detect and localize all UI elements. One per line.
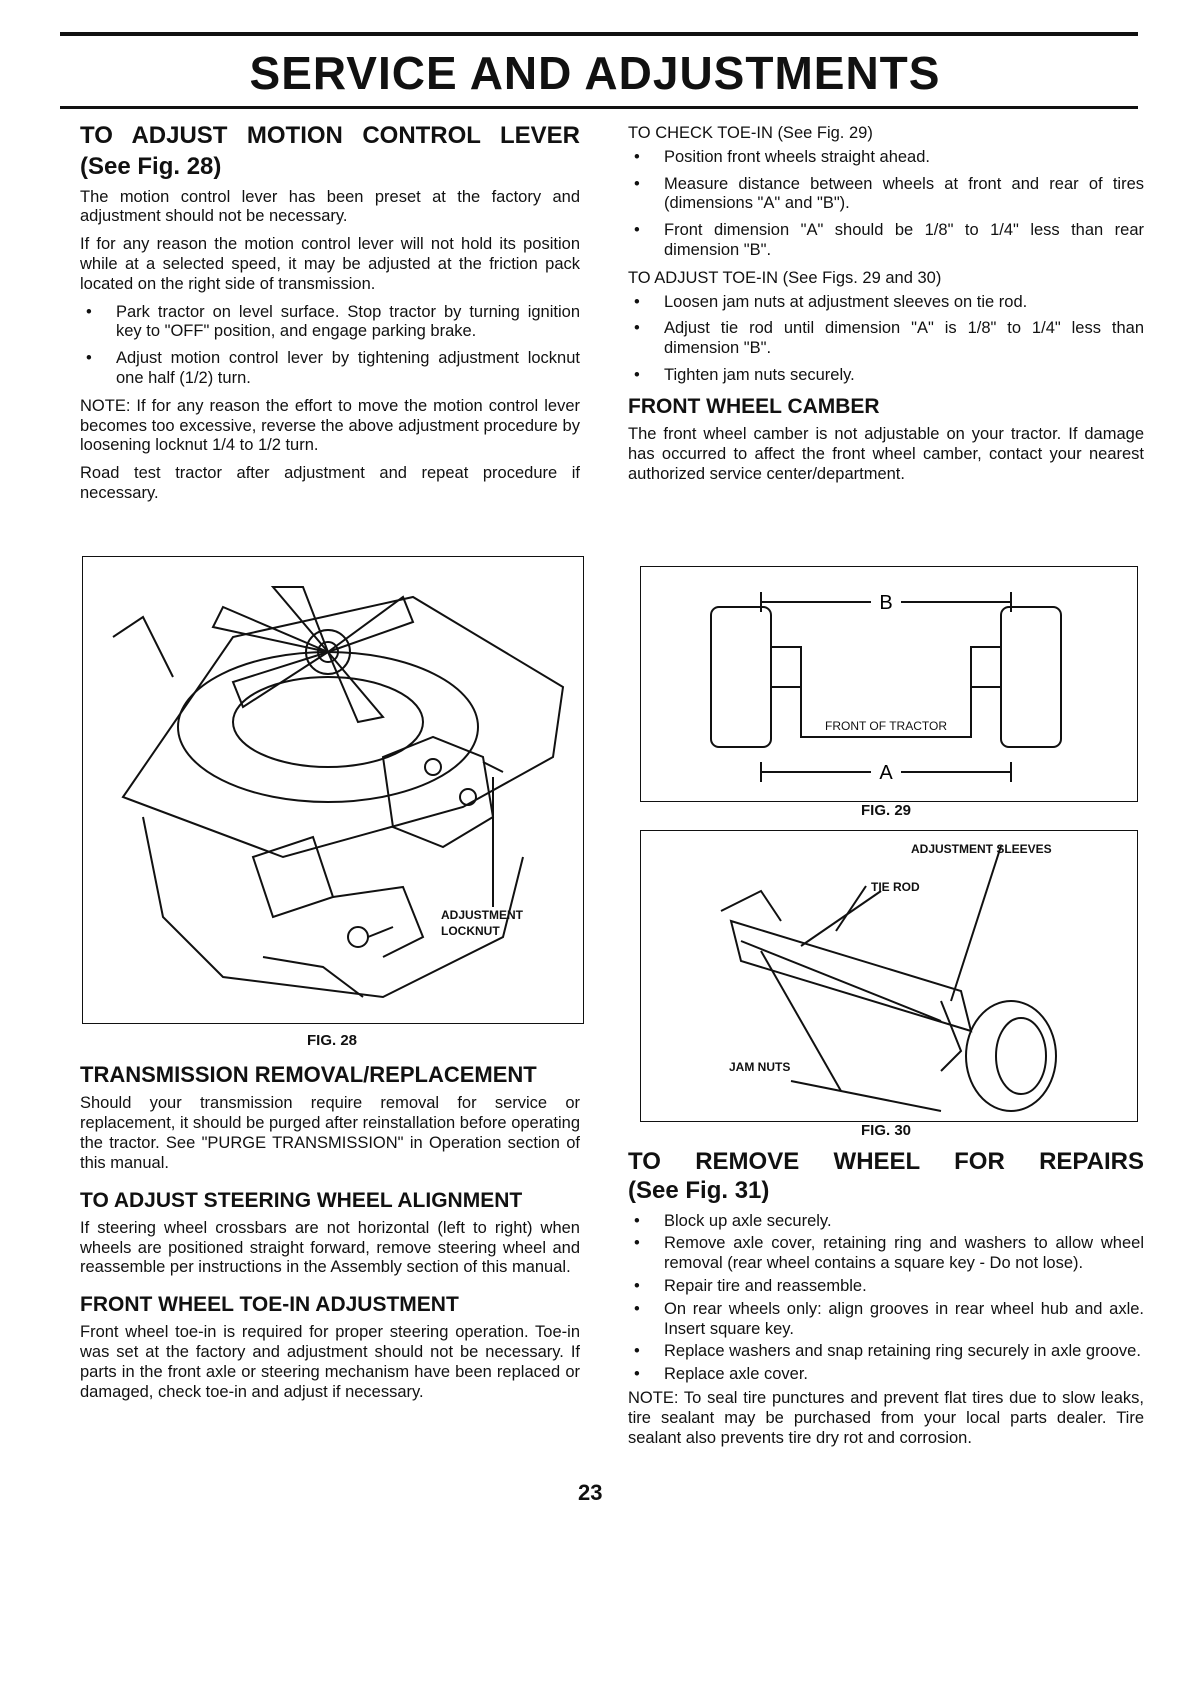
fig28-box <box>82 556 584 1024</box>
fig29-dimension-a: A <box>879 762 893 784</box>
right-column-bottom <box>628 1148 1144 1456</box>
page-number: 23 <box>578 1480 603 1505</box>
list-item: • Adjust tie rod until dimension "A" is 1/8" to 1/4" less than dimension "B". <box>628 319 1144 359</box>
title-rule <box>60 106 1138 109</box>
list-item: • Adjust motion control lever by tightening adjustment locknut one half (1/2) turn. <box>80 349 580 389</box>
top-rule <box>60 32 1138 36</box>
motion-lever-steps <box>80 303 580 389</box>
adjust-toe-steps <box>628 293 1144 386</box>
fig29-front-label: FRONT OF TRACTOR <box>824 719 948 733</box>
check-toe-heading: TO CHECK TOE-IN (See Fig. 29) <box>628 124 873 142</box>
list-item: • Block up axle securely. <box>628 1212 1144 1232</box>
fig30-caption: FIG. 30 <box>860 1122 912 1139</box>
adjust-toe-heading: TO ADJUST TOE-IN (See Figs. 29 and 30) <box>628 268 942 287</box>
list-item: • Position front wheels straight ahead. <box>628 148 1144 168</box>
list-item: • Replace washers and snap retaining ring securely in axle groove. <box>628 1342 1144 1362</box>
motion-lever-p1: The motion control lever has been preset at the factory and adjustment should not be necessary. <box>80 187 580 226</box>
fig28-caption: FIG. 28 <box>306 1032 358 1049</box>
right-column-top <box>628 124 1144 492</box>
transmission-p: Should your transmission require removal for service or replacement, it should be purged after reinstallation before operating the tractor. See "PURGE TRANSMISSION" in Operation section of this manual. <box>80 1094 580 1172</box>
left-column-top <box>80 122 580 512</box>
remove-wheel-steps <box>628 1212 1144 1385</box>
fig30-tie-rod-illustration <box>641 831 1137 1121</box>
fig28-transmission-illustration <box>83 557 583 1023</box>
list-item: • Loosen jam nuts at adjustment sleeves on tie rod. <box>628 293 1144 313</box>
transmission-heading: TRANSMISSION REMOVAL/REPLACEMENT <box>80 1062 537 1087</box>
remove-wheel-note: NOTE: To seal tire punctures and prevent flat tires due to slow leaks, tire sealant may be purchased from your local parts dealer. Tire sealant also prevents tire dry rot and corrosion. <box>628 1388 1144 1447</box>
fig30-box <box>640 830 1138 1122</box>
list-item: • On rear wheels only: align grooves in rear wheel hub and axle. Insert square key. <box>628 1300 1144 1340</box>
toe-in-heading: FRONT WHEEL TOE-IN ADJUSTMENT <box>80 1293 459 1317</box>
camber-p: The front wheel camber is not adjustable on your tractor. If damage has occurred to affect the front wheel camber, contact your nearest authorized service center/department. <box>628 424 1144 483</box>
fig29-box <box>640 566 1138 802</box>
fig30-tierod-label: TIE ROD <box>871 880 920 894</box>
steering-p: If steering wheel crossbars are not horizontal (left to right) when wheels are positioned straight forward, remove steering wheel and reassemble per instructions in the Assembly section of this manual. <box>80 1218 580 1277</box>
left-column-bottom <box>80 1062 580 1411</box>
fig30-jamnuts-label: JAM NUTS <box>729 1060 791 1074</box>
check-toe-steps <box>628 148 1144 261</box>
motion-lever-heading: TO ADJUST MOTION CONTROL LEVER <box>80 122 580 149</box>
motion-lever-note: NOTE: If for any reason the effort to move the motion control lever becomes too excessive, reverse the above adjustment procedure by loosening locknut 1/4 to 1/2 turn. <box>80 396 580 455</box>
fig29-dimension-b: B <box>879 592 893 614</box>
page-title: SERVICE AND ADJUSTMENTS <box>249 47 941 99</box>
motion-lever-p2: If for any reason the motion control lever will not hold its position while at a selected speed, it may be adjusted at the friction pack located on the right side of transmission. <box>80 235 580 293</box>
fig28-adjustment-label: ADJUSTMENT <box>441 908 524 922</box>
list-item: • Replace axle cover. <box>628 1365 1144 1385</box>
list-item: • Park tractor on level surface. Stop tractor by turning ignition key to "OFF" position, and engage parking brake. <box>80 303 580 343</box>
remove-wheel-heading-ref: (See Fig. 31) <box>628 1176 770 1204</box>
list-item: • Front dimension "A" should be 1/8" to 1/4" less than rear dimension "B". <box>628 221 1144 261</box>
fig29-toe-in-diagram <box>641 567 1137 801</box>
list-item: • Remove axle cover, retaining ring and washers to allow wheel removal (rear wheel contains a square key - Do not lose). <box>628 1234 1144 1274</box>
list-item: • Repair tire and reassemble. <box>628 1277 1144 1297</box>
fig29-caption: FIG. 29 <box>860 802 912 819</box>
toe-in-p: Front wheel toe-in is required for proper steering operation. Toe-in was set at the factory and adjustment should not be necessary. If parts in the front axle or steering mechanism have been replaced or damaged, check toe-in and adjust if necessary. <box>80 1323 580 1401</box>
motion-lever-p3: Road test tractor after adjustment and repeat procedure if necessary. <box>80 464 580 502</box>
fig30-sleeves-label: ADJUSTMENT SLEEVES <box>911 842 1052 856</box>
camber-heading: FRONT WHEEL CAMBER <box>628 394 880 418</box>
fig28-locknut-label: LOCKNUT <box>441 924 500 938</box>
list-item: • Measure distance between wheels at front and rear of tires (dimensions "A" and "B"). <box>628 175 1144 215</box>
steering-heading: TO ADJUST STEERING WHEEL ALIGNMENT <box>80 1188 523 1212</box>
motion-lever-heading-ref: (See Fig. 28) <box>80 152 222 180</box>
list-item: • Tighten jam nuts securely. <box>628 366 1144 386</box>
remove-wheel-heading: TO REMOVE WHEEL FOR REPAIRS <box>628 1148 1144 1175</box>
